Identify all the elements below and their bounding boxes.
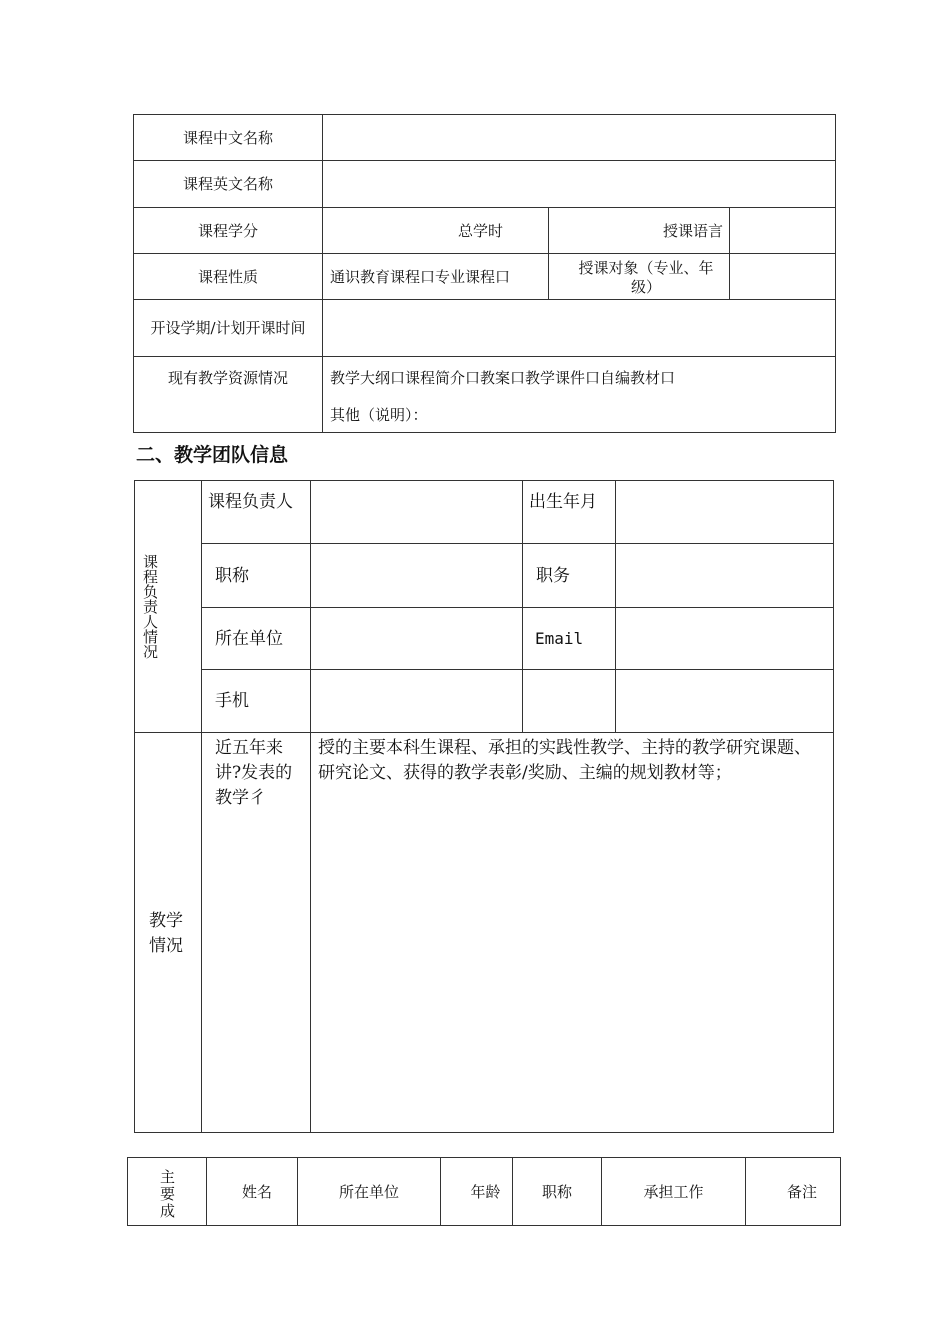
notes-header: 备注 <box>745 1157 841 1226</box>
members-group-cell <box>127 1157 207 1226</box>
email-field[interactable] <box>615 607 834 670</box>
work-header: 承担工作 <box>601 1157 746 1226</box>
recent-content-cell[interactable] <box>310 732 834 1133</box>
leader-group-cell <box>134 480 202 733</box>
semester-label: 开设学期/计划开课时间 <box>133 299 323 357</box>
audience-field[interactable] <box>729 253 836 300</box>
recent-label-cell <box>201 732 311 1133</box>
birth-label: 出生年月 <box>522 480 616 544</box>
birth-field[interactable] <box>615 480 834 544</box>
title-field[interactable] <box>310 543 523 608</box>
nature-label: 课程性质 <box>133 253 323 300</box>
phone-label: 手机 <box>201 669 311 733</box>
language-label: 授课语言 <box>548 207 730 254</box>
position-label: 职务 <box>522 543 616 608</box>
email-label: Email <box>522 607 616 670</box>
resources-cell <box>322 356 836 433</box>
credit-label: 课程学分 <box>133 207 323 254</box>
phone-extra-field[interactable] <box>615 669 834 733</box>
position-field[interactable] <box>615 543 834 608</box>
resources-other: 其他（说明）： <box>330 406 428 424</box>
semester-field[interactable] <box>322 299 836 357</box>
phone-extra-cell <box>522 669 616 733</box>
resources-options[interactable]: 教学大纲口课程简介口教案口教学课件口自编教材口 <box>330 369 676 387</box>
cn-name-label: 课程中文名称 <box>133 114 323 161</box>
title-label: 职称 <box>201 543 311 608</box>
members-group-label: 主要成 <box>160 1169 176 1220</box>
resources-label: 现有教学资源情况 <box>133 356 323 433</box>
unit-header: 所在单位 <box>297 1157 441 1226</box>
teaching-group-cell <box>134 732 202 1133</box>
nature-options[interactable]: 通识教育课程口专业课程口 <box>322 253 549 300</box>
unit-label: 所在单位 <box>201 607 311 670</box>
recent-label: 近五年来讲?发表的教学彳 <box>215 738 293 808</box>
total-hours-label: 总学时 <box>322 207 549 254</box>
section-heading: 二、教学团队信息 <box>136 444 289 466</box>
language-field[interactable] <box>729 207 836 254</box>
phone-field[interactable] <box>310 669 523 733</box>
recent-content: 授的主要本科生课程、承担的实践性教学、主持的教学研究课题、研究论文、获得的教学表彰/奖励、主编的规划教材等； <box>318 738 811 783</box>
en-name-label: 课程英文名称 <box>133 160 323 208</box>
unit-field[interactable] <box>310 607 523 670</box>
title-header: 职称 <box>512 1157 602 1226</box>
name-header: 姓名 <box>206 1157 298 1226</box>
teaching-group-label: 教学情况 <box>149 911 183 956</box>
leader-group-label: 课程负责人情况 <box>141 554 159 659</box>
age-header: 年龄 <box>440 1157 513 1226</box>
audience-label: 授课对象（专业、年级） <box>548 253 730 300</box>
leader-field[interactable] <box>310 480 523 544</box>
cn-name-field[interactable] <box>322 114 836 161</box>
leader-label: 课程负责人 <box>201 480 311 544</box>
en-name-field[interactable] <box>322 160 836 208</box>
